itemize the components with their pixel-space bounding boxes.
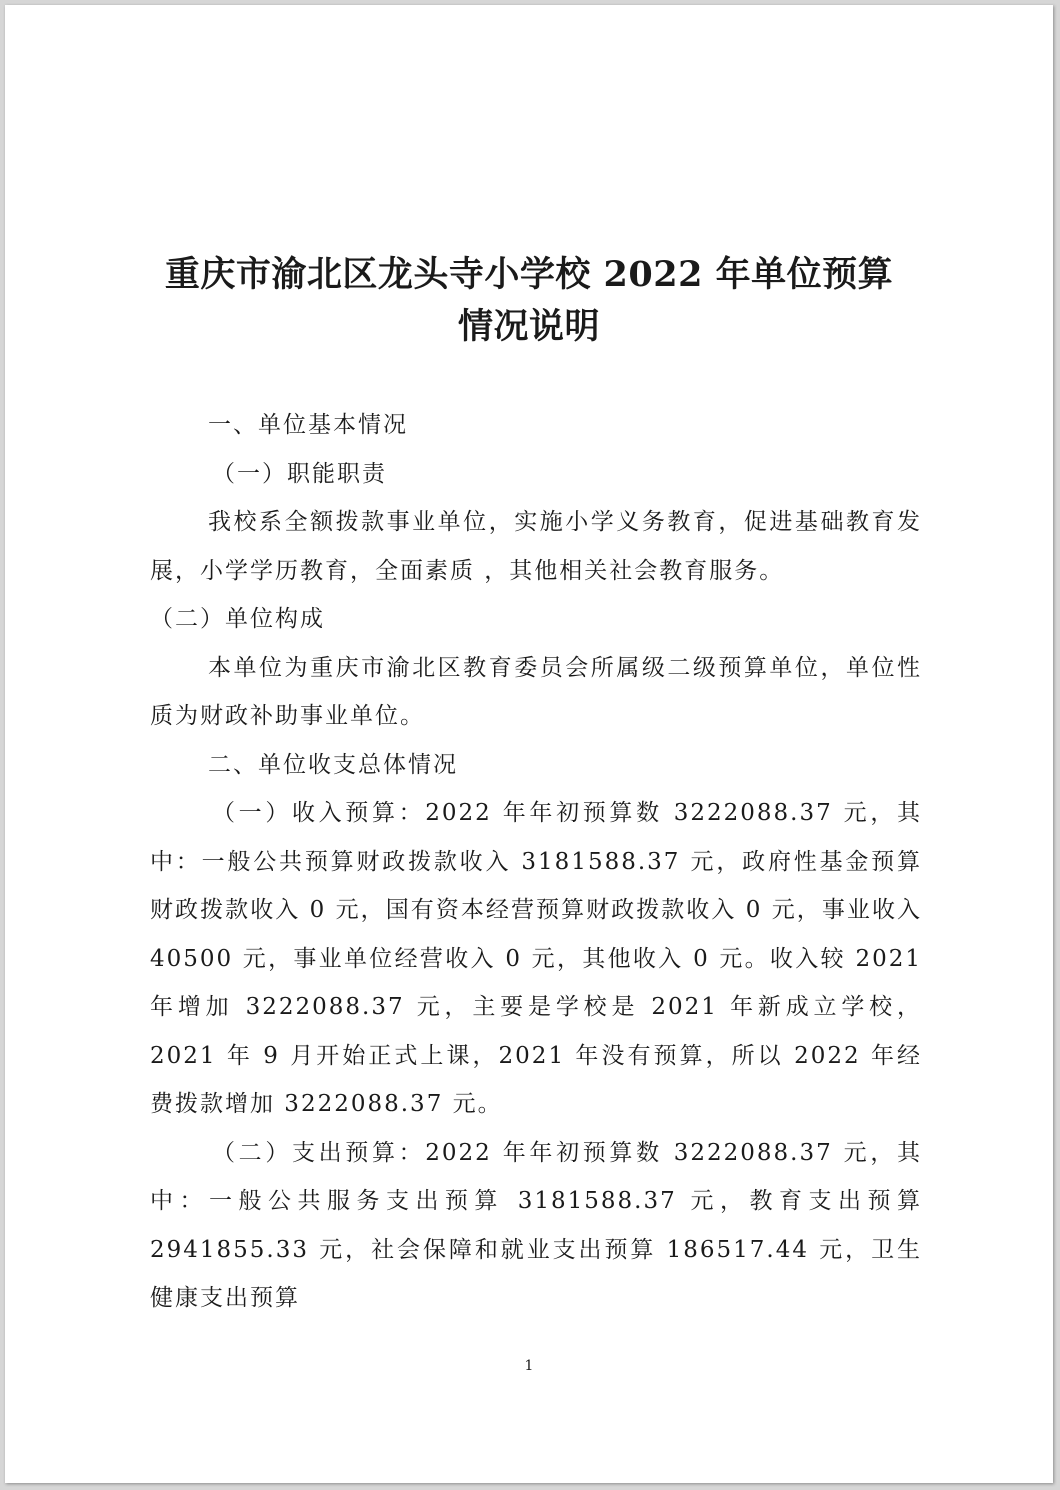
subsection-heading-composition: （二）单位构成	[150, 606, 325, 632]
document-page	[5, 5, 1053, 1483]
document-title-line-2: 情况说明	[457, 306, 600, 347]
subsection-heading-duties: （一）职能职责	[212, 460, 387, 487]
section-heading-revenue-expenditure: 二、单位收支总体情况	[208, 751, 458, 778]
paragraph-expenditure-budget: （二）支出预算：2022 年年初预算数 3222088.37 元，其中：一般公共服务支出预算 3181588.37 元，教育支出预算 2941855.33 元，社会保障和就业支出预算 186517.44 元，卫生健康支出预算	[150, 1139, 922, 1311]
document-title-line-1: 重庆市渝北区龙头寺小学校 2022 年单位预算	[164, 254, 894, 295]
paragraph-composition: 本单位为重庆市渝北区教育委员会所属级二级预算单位，单位性质为财政补助事业单位。	[150, 654, 922, 729]
section-heading-basic-info: 一、单位基本情况	[208, 412, 408, 438]
paragraph-income-budget: （一）收入预算：2022 年年初预算数 3222088.37 元，其中：一般公共预算财政拨款收入 3181588.37 元，政府性基金预算财政拨款收入 0 元，国有资本经营预算财政拨款收入 0 元，事业收入 40500 元，事业单位经营收入 0 元，其他收入 0 元。收入较 2021 年增加 3222088.37 元，主要是学校是 2021 年新成立学校，2021 年 9 月开始正式上课，2021 年没有预算，所以 2022 年经费拨款增加 3222088.37 元。	[150, 800, 922, 1117]
page-number: 1	[524, 1358, 534, 1374]
document-body	[150, 401, 922, 1323]
paragraph-duties: 我校系全额拨款事业单位，实施小学义务教育，促进基础教育发展，小学学历教育，全面素质 ，其他相关社会教育服务。	[150, 509, 922, 584]
